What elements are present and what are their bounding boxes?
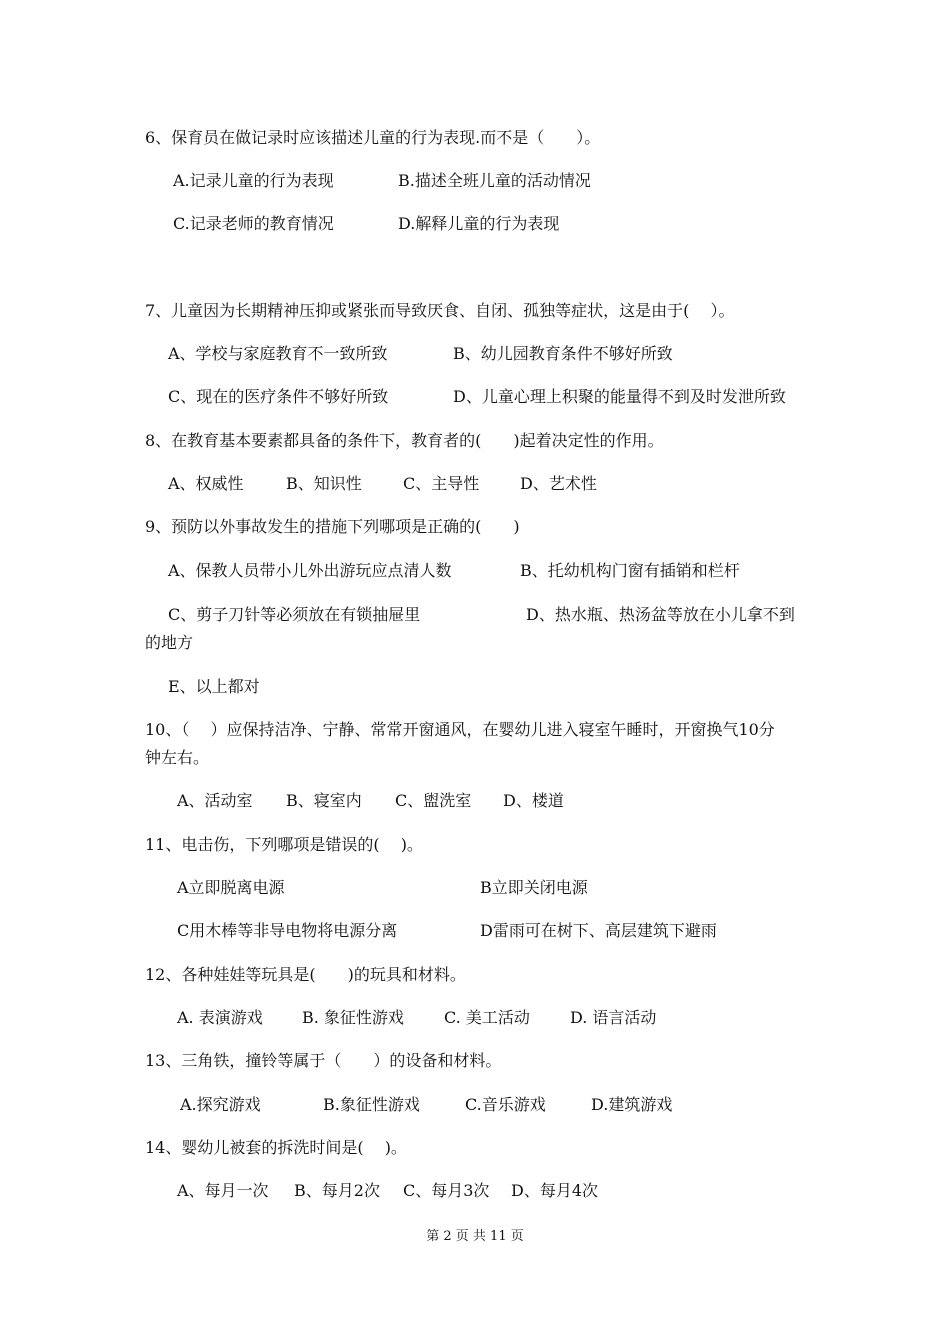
question-13-option-d: D.建筑游戏: [591, 1095, 673, 1114]
question-9-stem: 9、预防以外事故发生的措施下列哪项是正确的( ): [145, 517, 520, 536]
question-9-option-e: E、以上都对: [168, 677, 260, 696]
question-14-option-d: D、每月4次: [511, 1181, 599, 1200]
question-11-option-d: D雷雨可在树下、高层建筑下避雨: [480, 921, 717, 940]
question-9-option-b: B、托幼机构门窗有插销和栏杆: [520, 561, 740, 580]
question-6-option-c: C.记录老师的教育情况: [173, 214, 334, 233]
question-6-stem: 6、保育员在做记录时应该描述儿童的行为表现.而不是（ ）。: [145, 128, 601, 147]
question-13-stem: 13、三角铁，撞铃等属于（ ）的设备和材料。: [145, 1051, 502, 1070]
question-8-stem: 8、在教育基本要素都具备的条件下，教育者的( )起着决定性的作用。: [145, 431, 664, 450]
question-10-option-b: B、寝室内: [286, 791, 362, 810]
question-14-option-c: C、每月3次: [403, 1181, 490, 1200]
question-10-stem: 10、（ ）应保持洁净、宁静、常常开窗通风，在婴幼儿进入寝室午睡时，开窗换气10分: [145, 720, 775, 739]
page-number-footer: 第 2 页 共 11 页: [426, 1229, 524, 1244]
question-13-option-a: A.探究游戏: [180, 1095, 261, 1114]
question-6-option-d: D.解释儿童的行为表现: [398, 214, 560, 233]
question-6-option-a: A.记录儿童的行为表现: [173, 171, 334, 190]
question-7-option-b: B、幼儿园教育条件不够好所致: [453, 344, 673, 363]
question-11-stem: 11、电击伤，下列哪项是错误的( )。: [145, 835, 423, 854]
question-7-option-a: A、学校与家庭教育不一致所致: [168, 344, 388, 363]
question-12-option-c: C. 美工活动: [444, 1008, 530, 1027]
question-11-option-b: B立即关闭电源: [480, 878, 588, 897]
question-8-option-a: A、权威性: [168, 474, 244, 493]
question-11-option-c: C用木棒等非导电物将电源分离: [177, 921, 398, 940]
question-12-option-a: A. 表演游戏: [177, 1008, 263, 1027]
question-7-option-c: C、现在的医疗条件不够好所致: [168, 387, 389, 406]
question-9-option-d-continued: 的地方: [145, 633, 194, 652]
question-13-option-c: C.音乐游戏: [465, 1095, 546, 1114]
question-12-stem: 12、各种娃娃等玩具是( )的玩具和材料。: [145, 965, 466, 984]
question-11-option-a: A立即脱离电源: [177, 878, 285, 897]
question-14-option-b: B、每月2次: [294, 1181, 380, 1200]
question-13-option-b: B.象征性游戏: [323, 1095, 420, 1114]
question-10-option-c: C、盥洗室: [395, 791, 472, 810]
question-8-option-c: C、主导性: [403, 474, 480, 493]
question-12-option-d: D. 语言活动: [570, 1008, 657, 1027]
question-9-option-d: D、热水瓶、热汤盆等放在小儿拿不到: [526, 605, 795, 624]
question-9-option-c: C、剪子刀针等必须放在有锁抽屉里: [168, 605, 421, 624]
question-7-stem: 7、儿童因为长期精神压抑或紧张而导致厌食、自闭、孤独等症状，这是由于( ）。: [145, 301, 735, 320]
question-8-option-b: B、知识性: [286, 474, 362, 493]
question-9-option-a: A、保教人员带小儿外出游玩应点清人数: [168, 561, 452, 580]
question-14-option-a: A、每月一次: [177, 1181, 269, 1200]
question-7-option-d: D、儿童心理上积聚的能量得不到及时发泄所致: [453, 387, 786, 406]
question-10-stem-continued: 钟左右。: [145, 748, 210, 767]
question-10-option-d: D、楼道: [503, 791, 564, 810]
question-6-option-b: B.描述全班儿童的活动情况: [398, 171, 591, 190]
question-8-option-d: D、艺术性: [520, 474, 597, 493]
question-10-option-a: A、活动室: [177, 791, 253, 810]
question-14-stem: 14、婴幼儿被套的拆洗时间是( )。: [145, 1138, 407, 1157]
question-12-option-b: B. 象征性游戏: [302, 1008, 404, 1027]
